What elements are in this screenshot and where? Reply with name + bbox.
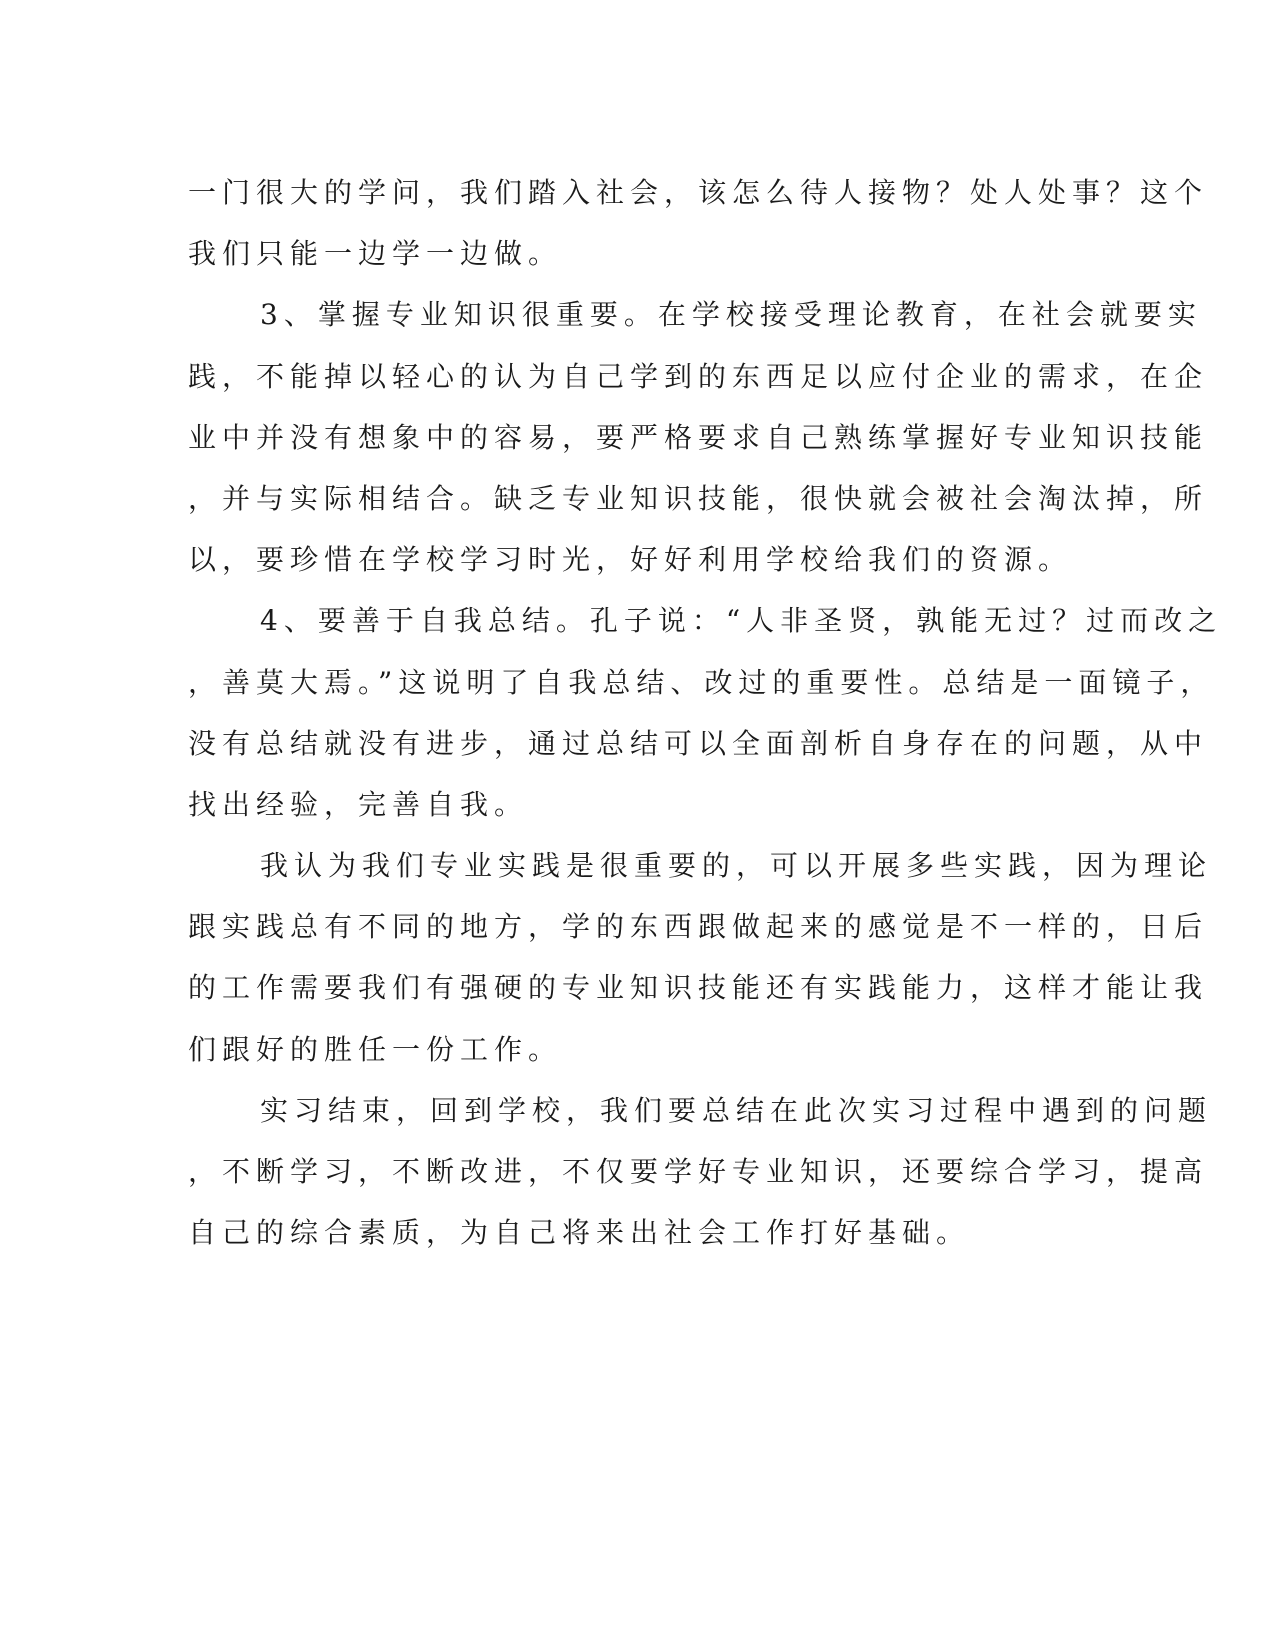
text-line: ，善莫大焉。”这说明了自我总结、改过的重要性。总结是一面镜子，	[188, 665, 1215, 699]
text-line: 的工作需要我们有强硬的专业知识技能还有实践能力，这样才能让我	[188, 971, 1209, 1005]
text-line: 我们只能一边学一边做。	[188, 237, 563, 271]
paragraph-start-line: 实习结束，回到学校，我们要总结在此次实习过程中遇到的问题	[260, 1093, 1213, 1127]
text-line: 们跟好的胜任一份工作。	[188, 1032, 563, 1066]
text-line: 自己的综合素质，为自己将来出社会工作打好基础。	[188, 1216, 971, 1250]
text-line: 践，不能掉以轻心的认为自己学到的东西足以应付企业的需求，在企	[188, 359, 1209, 393]
body-text	[188, 162, 1223, 1263]
text-line: 找出经验，完善自我。	[188, 787, 529, 821]
paragraph-start-line: 4、要善于自我总结。孔子说：“人非圣贤，孰能无过？过而改之	[260, 604, 1223, 638]
text-line: 没有总结就没有进步，通过总结可以全面剖析自身存在的问题，从中	[188, 726, 1209, 760]
paragraph-start-line: 3、掌握专业知识很重要。在学校接受理论教育，在社会就要实	[260, 298, 1202, 332]
text-line: ，不断学习，不断改进，不仅要学好专业知识，还要综合学习，提高	[188, 1155, 1209, 1188]
paragraph-start-line: 我认为我们专业实践是很重要的，可以开展多些实践，因为理论	[260, 849, 1213, 883]
text-line: ，并与实际相结合。缺乏专业知识技能，很快就会被社会淘汰掉，所	[188, 481, 1209, 515]
text-line: 跟实践总有不同的地方，学的东西跟做起来的感觉是不一样的，日后	[188, 910, 1209, 944]
text-line: 一门很大的学问，我们踏入社会，该怎么待人接物？处人处事？这个	[188, 176, 1209, 209]
text-line: 以，要珍惜在学校学习时光，好好利用学校给我们的资源。	[188, 543, 1073, 577]
text-line: 业中并没有想象中的容易，要严格要求自己熟练掌握好专业知识技能	[188, 420, 1209, 454]
